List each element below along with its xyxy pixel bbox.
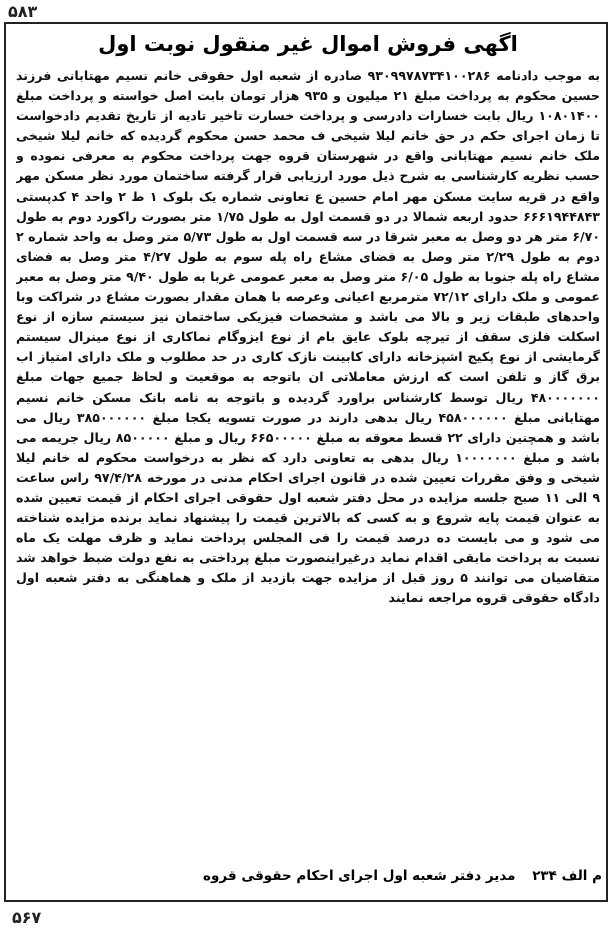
footer-code: م الف ۲۳۴ <box>532 868 602 884</box>
notice-footer <box>14 868 602 884</box>
notice-body: به موجب دادنامه ۹۳۰۹۹۷۸۷۳۴۱۰۰۲۸۶ صادره از شعبه اول حقوقی خانم نسیم مهتابانی فرزند حسین محکوم به پرداخت مبلغ ۲۱ میلیون و ۹۳۵ هزار تومان بابت اصل خواسته و پرداخت مبلغ ۱۰۸۰۱۴۰۰ ریال بابت خسارات دادرسی و پرداخت خسارت تاخیر تادیه از تاریخ تقدیم دادخواست تا زمان اجرای حکم در حق خانم لیلا شیخی ف محمد حسن محکوم گردیده که خانم لیلا شیخی ملک خانم نسیم مهتابانی واقع در شهرستان قروه جهت پرداخت محکوم به معرفی نموده و حسب نظریه کارشناسی به شرح ذیل مورد ارزیابی قرار گرفته ساختمان مورد نظر مسکن مهر واقع در قریه سایت مسکن مهر امام حسین ع تعاونی شماره یک بلوک ۱ ط ۲ واحد ۴ کدپستی ۶۶۶۱۹۴۴۸۴۳ حدود اربعه شمالا در دو قسمت اول به طول ۱/۷۵ متر بصورت راکورد دوم به طول ۶/۷۰ متر هر دو وصل به معبر شرقا در سه قسمت اول به طول ۵/۷۳ متر وصل به واحد شماره ۲ دوم به طول ۲/۲۹ متر وصل به فضای مشاع راه پله سوم به طول ۴/۲۷ متر وصل به فضای مشاع راه پله جنوبا به طول ۶/۰۵ متر وصل به معبر عمومی غربا به طول ۹/۴۰ متر وصل به معبر عمومی و ملک دارای ۷۲/۱۲ مترمربع اعیانی وعرصه با همان مقدار بصورت مشاع در شراکت وبا واحدهای طبقات زیر و بالا می باشد و مشخصات فیزیکی ساختمان نیز سیستم سازه از نوع اسکلت فلزی سقف از تیرچه بلوک عایق بام از نوع ایزوگام نماکاری از نوع مینرال سیستم گرمایشی از نوع پکیج اشپزخانه دارای کابینت نازک کاری در حد مطلوب و ملک دارای امتیاز اب برق گاز و تلفن است که ارزش معاملاتی ان باتوجه به موقعیت و لحاظ جمیع جهات مبلغ ۴۸۰۰۰۰۰۰۰ ریال توسط کارشناس براورد گردیده و باتوجه به نامه بانک مسکن خانم نسیم مهتابانی مبلغ ۴۵۸۰۰۰۰۰۰ ریال بدهی دارند در صورت تسویه یکجا مبلغ ۳۸۵۰۰۰۰۰۰ ریال می باشد و همچنین دارای ۲۲ قسط معوقه به مبلغ ۶۶۵۰۰۰۰۰ ریال و مبلغ ۸۵۰۰۰۰۰ ریال جریمه می باشد و مبلغ ۱۰۰۰۰۰۰۰ ریال بدهی به تعاونی دارد که نظر به درخواست محکوم له خانم لیلا شیخی و وفق مقررات تعیین شده در قانون اجرای احکام مدنی در مورخه ۹۷/۴/۲۸ راس ساعت ۹ الی ۱۱ صبح جلسه مزایده در محل دفتر شعبه اول حقوقی اجرای احکام از قیمت تعیین شده به عنوان قیمت پایه شروع و به کسی که بالاترین قیمت را پیشنهاد نماید برنده مزایده شناخته می شود و می بایست ده درصد قیمت را فی المجلس پرداخت نماید و ظرف مهلت یک ماه نسبت به پرداخت مابقی اقدام نماید درغیراینصورت مبلغ پرداختی به نفع دولت ضبط خواهد شد متقاضیان می توانند ۵ روز قبل از مزایده جهت بازدید از ملک و هماهنگی به دفتر شعبه اول دادگاه حقوقی قروه مراجعه نمایند <box>16 68 600 606</box>
notice-title: اگهی فروش اموال غیر منقول نوبت اول <box>98 32 518 56</box>
footer-signature: مدیر دفتر شعبه اول اجرای احکام حقوقی قروه <box>203 868 516 884</box>
page-number-bottom: ۵۶۷ <box>12 908 42 927</box>
page-number-top: ۵۸۳ <box>8 2 38 21</box>
